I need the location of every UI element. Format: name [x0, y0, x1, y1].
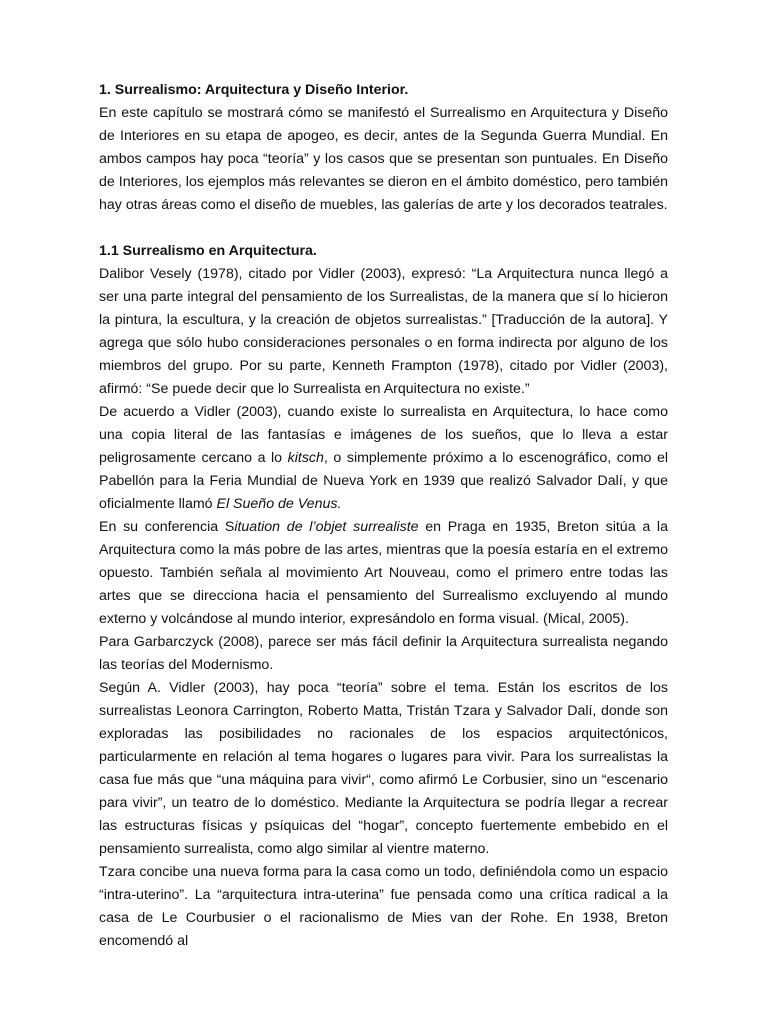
- document-page: [99, 79, 668, 953]
- vidler-paragraph: [99, 401, 668, 516]
- breton-paragraph: [99, 516, 668, 631]
- breton-text-a: En su conferencia S: [99, 519, 235, 535]
- section-1-paragraph: En este capítulo se mostrará cómo se manifestó el Surrealismo en Arquitectura y Diseño de Interiores en su etapa de apogeo, es decir, antes de la Segunda Guerra Mundial. En ambos campos hay poca “teoría” y los casos que se presentan son puntuales. En Diseño de Interiores, los ejemplos más relevantes se dieron en el ámbito doméstico, pero también hay otras áreas como el diseño de muebles, las galerías de arte y los decorados teatrales.: [99, 105, 668, 213]
- garbarczyck-paragraph: Para Garbarczyck (2008), parece ser más fácil definir la Arquitectura surrealista negando las teorías del Modernismo.: [99, 634, 668, 673]
- section-spacer: [99, 217, 668, 240]
- vidler-text-a: De acuerdo a Vidler (2003), cuando existe lo surrealista en Arquitectura, lo hace como una copia literal de las fantasías e imágenes de los sueños, que lo lleva a estar peligrosamente cercano a lo: [99, 404, 668, 466]
- vidler-theory-paragraph: Según A. Vidler (2003), hay poca “teoría” sobre el tema. Están los escritos de los surrealistas Leonora Carrington, Roberto Matta, Tristán Tzara y Salvador Dalí, donde son exploradas las posibilidades no racionales de los espacios arquitectónicos, particularmente en relación al tema hogares o lugares para vivir. Para los surrealistas la casa fue más que “una máquina para vivir“, como afirmó Le Corbusier, sino un “escenario para vivir”, un teatro de lo doméstico. Mediante la Arquitectura se podría llegar a recrear las estructuras físicas y psíquicas del “hogar”, concepto fuertemente embebido en el pensamiento surrealista, como algo similar al vientre materno.: [99, 680, 668, 857]
- conference-title: ituation de l’objet surrealiste: [234, 519, 419, 535]
- section-1-1-heading: 1.1 Surrealismo en Arquitectura.: [99, 243, 317, 259]
- breton-text-b: en Praga en 1935, Breton sitúa a la Arquitectura como la más pobre de las artes, mientras que la poesía estaría en el extremo opuesto. También señala al movimiento Art Nouveau, como el primero entre todas las artes que se direcciona hacia el pensamiento del Surrealismo excluyendo al mundo externo y volcándose al mundo interior, expresándolo en forma visual. (Mical, 2005).: [99, 519, 668, 627]
- vidler-text-b: , o simplemente próximo a lo escenográfico, como el Pabellón para la Feria Mundial de Nueva York en 1939 que realizó Salvador Dalí, y que oficialmente llamó: [99, 450, 668, 512]
- kitsch-term: kitsch: [287, 450, 324, 466]
- vesely-paragraph: Dalibor Vesely (1978), citado por Vidler (2003), expresó: “La Arquitectura nunca llegó a ser una parte integral del pensamiento de los Surrealistas, de la manera que sí lo hicieron la pintura, la escultura, y la creación de objetos surrealistas.” [Traducción de la autora]. Y agrega que sólo hubo consideraciones personales o en forma indirecta por alguno de los miembros del grupo. Por su parte, Kenneth Frampton (1978), citado por Vidler (2003), afirmó: “Se puede decir que lo Surrealista en Arquitectura no existe.”: [99, 266, 668, 397]
- tzara-paragraph: Tzara concibe una nueva forma para la casa como un todo, definiéndola como un espacio “intra-uterino”. La “arquitectura intra-uterina” fue pensada como una crítica radical a la casa de Le Courbusier o el racionalismo de Mies van der Rohe. En 1938, Breton encomendó al: [99, 864, 668, 949]
- sueno-venus-title: El Sueño de Venus.: [216, 496, 342, 512]
- section-1-heading: 1. Surrealismo: Arquitectura y Diseño Interior.: [99, 82, 409, 98]
